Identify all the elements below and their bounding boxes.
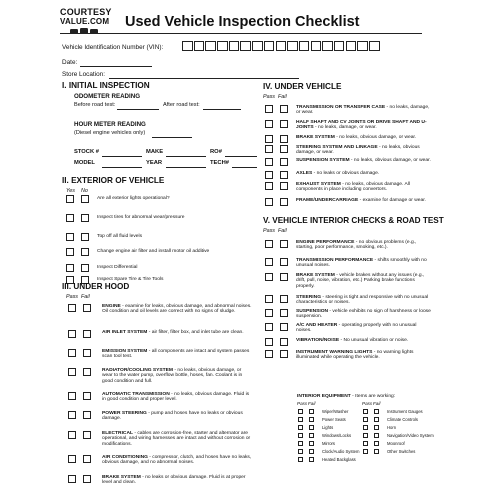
- stock-field[interactable]: [102, 156, 142, 157]
- interior-item-1: [296, 258, 433, 269]
- interior-fail-checkbox-6[interactable]: [280, 338, 288, 346]
- exterior-pass-checkbox-4[interactable]: [66, 264, 74, 272]
- interior-item-name: STEERING: [296, 295, 322, 300]
- hood-pass-checkbox-2[interactable]: [68, 349, 76, 357]
- under-vehicle-pass-fail-header: Pass Fail: [263, 94, 287, 100]
- equipment-col2-item-2: Horn: [387, 425, 397, 430]
- interior-fail-checkbox-4[interactable]: [280, 309, 288, 317]
- exterior-item-1: Inspect tires for abnormal wear/pressure: [97, 215, 185, 220]
- hood-item-name: EMISSION SYSTEM: [102, 349, 148, 354]
- interior-item-name: SUSPENSION: [296, 309, 329, 314]
- interior-item-desc: - operating properly with no unusual noises.: [296, 323, 417, 334]
- under-item-0: [296, 105, 433, 116]
- interior-item-desc: - No unusual vibration or noise.: [339, 338, 409, 343]
- exterior-pass-checkbox-0[interactable]: [66, 195, 74, 203]
- hood-pass-checkbox-7[interactable]: [68, 455, 76, 463]
- tech-label: TECH#: [210, 160, 230, 166]
- under-fail-checkbox-7[interactable]: [280, 198, 288, 206]
- logo-line-2: VALUE.COM: [60, 17, 110, 26]
- under-item-desc: - no leaks, obvious damage, or wear.: [334, 135, 417, 140]
- interior-item-desc: - vehicle exhibits no sign of harshness or loose suspension.: [296, 309, 431, 320]
- under-item-name: AXLES: [296, 171, 313, 176]
- under-pass-checkbox-7[interactable]: [265, 198, 273, 206]
- equipment-col2-item-1: Climate Controls: [387, 417, 418, 422]
- hood-item-0: [102, 304, 252, 315]
- hood-item-1: [102, 330, 252, 335]
- under-fail-checkbox-6[interactable]: [280, 182, 288, 190]
- equipment-col1-pass-checkbox-6[interactable]: [298, 457, 303, 462]
- under-fail-checkbox-2[interactable]: [280, 135, 288, 143]
- hood-fail-checkbox-2[interactable]: [83, 349, 91, 357]
- under-pass-checkbox-0[interactable]: [265, 105, 273, 113]
- equipment-col1-item-2: Lights: [322, 425, 334, 430]
- interior-equipment-label: INTERIOR EQUIPMENT - Items are working:: [297, 394, 396, 399]
- date-label: Date:: [62, 59, 78, 66]
- interior-fail-checkbox-0[interactable]: [280, 240, 288, 248]
- equipment-col2-fail-checkbox-3[interactable]: [374, 433, 379, 438]
- equipment-col1-item-5: Clock/Audio System: [322, 449, 360, 454]
- interior-pass-checkbox-6[interactable]: [265, 338, 273, 346]
- hood-pass-checkbox-3[interactable]: [68, 368, 76, 376]
- interior-item-desc: - vehicle brakes without any issues (e.g., drift, pull, noise, vibration, etc.) Parking brake functions properly.: [296, 273, 425, 289]
- tech-field[interactable]: [232, 167, 257, 168]
- model-field[interactable]: [102, 167, 142, 168]
- equipment-col1-item-4: Mirrors: [322, 441, 336, 446]
- hood-fail-checkbox-7[interactable]: [83, 455, 91, 463]
- under-item-desc: - no leaks, obvious damage. All components in place including convertors.: [296, 182, 410, 193]
- interior-item-name: BRAKE SYSTEM: [296, 273, 335, 278]
- hood-item-name: AIR INLET SYSTEM: [102, 330, 148, 335]
- equipment-col2-pass-checkbox-2[interactable]: [363, 425, 368, 430]
- before-road-test-label: Before road test:: [74, 102, 116, 108]
- equipment-col1-pass-checkbox-2[interactable]: [298, 425, 303, 430]
- hood-item-desc: - all components are intact and system passes scan tool test.: [102, 349, 250, 360]
- logo-line-1: COURTESY: [60, 7, 112, 17]
- equipment-col1-fail-checkbox-4[interactable]: [309, 441, 314, 446]
- hood-item-desc: - pump and hoses have no leaks or obvious damage.: [102, 411, 243, 422]
- interior-fail-checkbox-2[interactable]: [280, 273, 288, 281]
- equipment-col1-pass-checkbox-1[interactable]: [298, 417, 303, 422]
- under-item-2: [296, 135, 433, 140]
- exterior-pass-checkbox-3[interactable]: [66, 248, 74, 256]
- vin-input-boxes[interactable]: [182, 41, 381, 51]
- hood-item-4: [102, 392, 252, 403]
- interior-item-3: [296, 295, 433, 306]
- exterior-item-2: Top off all fluid levels: [97, 234, 143, 239]
- under-item-name: EXHAUST SYSTEM: [296, 182, 341, 187]
- equipment-col1-fail-checkbox-2[interactable]: [309, 425, 314, 430]
- equipment-col2-pass-checkbox-1[interactable]: [363, 417, 368, 422]
- under-item-7: [296, 198, 433, 203]
- hood-item-2: [102, 349, 252, 360]
- document-title: Used Vehicle Inspection Checklist: [125, 14, 360, 30]
- interior-item-4: [296, 309, 433, 320]
- equipment-col1-item-0: Wiper/Washer: [322, 409, 349, 414]
- hood-item-8: [102, 475, 252, 486]
- equipment-col1-pass-checkbox-3[interactable]: [298, 433, 303, 438]
- hour-meter-note: (Diesel engine vehicles only): [74, 130, 146, 136]
- equipment-col1-pass-checkbox-4[interactable]: [298, 441, 303, 446]
- equipment-col2-pass-fail: PassFail: [362, 401, 381, 406]
- exterior-item-4: Inspect Differential: [97, 265, 138, 270]
- under-item-desc: - no leaks, obvious damage, or wear.: [349, 158, 431, 163]
- hood-fail-checkbox-6[interactable]: [83, 431, 91, 439]
- interior-item-name: TRANSMISSION PERFORMANCE: [296, 258, 374, 263]
- exterior-fail-checkbox-3[interactable]: [81, 248, 89, 256]
- interior-pass-checkbox-4[interactable]: [265, 309, 273, 317]
- equipment-col1-fail-checkbox-3[interactable]: [309, 433, 314, 438]
- stock-label: STOCK #: [74, 149, 100, 155]
- interior-item-7: [296, 350, 433, 361]
- under-pass-checkbox-2[interactable]: [265, 135, 273, 143]
- exterior-fail-checkbox-1[interactable]: [81, 214, 89, 222]
- interior-fail-checkbox-7[interactable]: [280, 350, 288, 358]
- hood-item-desc: - no leaks, obvious damage, or wear to the water pump, overflow bottle, hoses, fan. Coolant is in good condition and full.: [102, 368, 243, 384]
- equipment-col1-fail-checkbox-6[interactable]: [309, 457, 314, 462]
- hood-item-desc: - examine for leaks, obvious damage, and abnormal noises. Oil condition and oil levels are correct with no signs of sludge.: [102, 304, 252, 315]
- interior-fail-checkbox-5[interactable]: [280, 323, 288, 331]
- date-field[interactable]: [80, 66, 152, 67]
- hood-fail-checkbox-1[interactable]: [83, 330, 91, 338]
- interior-item-2: [296, 273, 433, 289]
- ro-field[interactable]: [225, 156, 257, 157]
- courtesy-value-logo: [60, 8, 114, 36]
- equipment-col1-pass-fail: PassFail: [297, 401, 316, 406]
- equipment-col1-item-1: Power Seats: [322, 417, 346, 422]
- initial-inspection-heading: I. INITIAL INSPECTION: [62, 81, 150, 90]
- hood-item-name: RADIATOR/COOLING SYSTEM: [102, 368, 174, 373]
- store-location-label: Store Location:: [62, 71, 105, 78]
- under-item-5: [296, 171, 433, 176]
- hood-item-3: [102, 368, 252, 384]
- under-item-3: [296, 145, 433, 156]
- equipment-col1-pass-checkbox-5[interactable]: [298, 449, 303, 454]
- make-field[interactable]: [166, 156, 206, 157]
- hood-fail-checkbox-8[interactable]: [83, 475, 91, 483]
- under-vehicle-heading: IV. UNDER VEHICLE: [263, 82, 342, 91]
- interior-item-5: [296, 323, 433, 334]
- before-road-test-field[interactable]: [117, 109, 159, 110]
- equipment-col2-item-3: Navigation/Video System: [387, 433, 434, 438]
- under-pass-checkbox-4[interactable]: [265, 158, 273, 166]
- equipment-col1-fail-checkbox-0[interactable]: [309, 409, 314, 414]
- hour-meter-field[interactable]: [152, 137, 192, 138]
- under-pass-checkbox-1[interactable]: [265, 120, 273, 128]
- exterior-fail-checkbox-4[interactable]: [81, 264, 89, 272]
- exterior-pass-checkbox-1[interactable]: [66, 214, 74, 222]
- equipment-col2-pass-checkbox-5[interactable]: [363, 449, 368, 454]
- interior-item-desc: - shifts smoothly with no unusual noises.: [296, 258, 427, 269]
- odometer-heading: ODOMETER READING: [74, 93, 141, 100]
- interior-item-desc: - no obvious problems (e.g., starting, poor performance, smoking, etc.).: [296, 240, 417, 251]
- store-location-field[interactable]: [109, 78, 299, 79]
- under-item-desc: - no leaks, damage, or wear.: [296, 105, 430, 116]
- under-pass-checkbox-3[interactable]: [265, 145, 273, 153]
- under-item-name: SUSPENSION SYSTEM: [296, 158, 350, 163]
- under-hood-pass-fail-header: Pass Fail: [66, 294, 90, 300]
- interior-item-desc: - no warning lights illuminated while operating the vehicle.: [296, 350, 414, 361]
- year-label: YEAR: [146, 160, 163, 166]
- interior-fail-checkbox-1[interactable]: [280, 258, 288, 266]
- year-field[interactable]: [166, 167, 206, 168]
- inspection-checklist-page: [60, 7, 444, 498]
- interior-pass-checkbox-1[interactable]: [265, 258, 273, 266]
- model-label: MODEL: [74, 160, 95, 166]
- interior-pass-checkbox-5[interactable]: [265, 323, 273, 331]
- under-item-name: HALF SHAFT AND CV JOINTS OR DRIVE SHAFT AND U-JOINTS: [296, 120, 427, 131]
- hood-pass-checkbox-6[interactable]: [68, 431, 76, 439]
- equipment-col2-fail-checkbox-1[interactable]: [374, 417, 379, 422]
- under-item-desc: - no leaks or obvious damage.: [312, 171, 380, 176]
- under-item-name: TRANSMISSION OR TRANSFER CASE: [296, 105, 386, 110]
- interior-pass-checkbox-2[interactable]: [265, 273, 273, 281]
- under-item-desc: - no leaks, obvious damage, or wear.: [296, 145, 420, 156]
- hood-pass-checkbox-4[interactable]: [68, 392, 76, 400]
- hood-item-6: [102, 431, 252, 447]
- hood-item-name: BRAKE SYSTEM: [102, 475, 141, 480]
- make-label: MAKE: [146, 149, 164, 155]
- hour-meter-heading: HOUR METER READING: [74, 121, 146, 128]
- under-item-desc: - examine for damage or wear.: [358, 198, 426, 203]
- exterior-pass-checkbox-2[interactable]: [66, 233, 74, 241]
- interior-pass-checkbox-3[interactable]: [265, 295, 273, 303]
- equipment-col2-item-4: Moonroof: [387, 441, 405, 446]
- under-item-6: [296, 182, 433, 193]
- hood-item-desc: - compressor, clutch, and hoses have no leaks, obvious damage, and no abnormal noises.: [102, 455, 252, 466]
- ro-label: RO#: [210, 149, 222, 155]
- equipment-col2-pass-checkbox-3[interactable]: [363, 433, 368, 438]
- hood-item-desc: - air filter, filter box, and inlet tube are clean.: [147, 330, 244, 335]
- hood-pass-checkbox-0[interactable]: [68, 304, 76, 312]
- hood-pass-checkbox-5[interactable]: [68, 411, 76, 419]
- interior-pass-fail-header: Pass Fail: [263, 228, 287, 234]
- exterior-item-5: Inspect Spare Tire & Tire Tools: [97, 277, 164, 282]
- hood-item-name: ENGINE: [102, 304, 121, 309]
- equipment-col1-item-3: Windows/Locks: [322, 433, 352, 438]
- equipment-col2-pass-checkbox-0[interactable]: [363, 409, 368, 414]
- after-road-test-field[interactable]: [203, 109, 241, 110]
- exterior-item-0: Are all exterior lights operational?: [97, 196, 170, 201]
- under-fail-checkbox-1[interactable]: [280, 120, 288, 128]
- exterior-fail-checkbox-0[interactable]: [81, 195, 89, 203]
- under-pass-checkbox-5[interactable]: [265, 171, 273, 179]
- under-hood-heading: III. UNDER HOOD: [62, 282, 130, 291]
- interior-road-test-heading: V. VEHICLE INTERIOR CHECKS & ROAD TEST: [263, 216, 444, 225]
- equipment-col1-fail-checkbox-5[interactable]: [309, 449, 314, 454]
- interior-item-desc: - steering is tight and responsive with no unusual characteristics or noises.: [296, 295, 429, 306]
- equipment-col1-item-6: Heated Backglass: [322, 457, 356, 462]
- equipment-col2-item-5: Other Switches: [387, 449, 416, 454]
- under-item-name: BRAKE SYSTEM: [296, 135, 335, 140]
- hood-item-7: [102, 455, 252, 466]
- interior-fail-checkbox-3[interactable]: [280, 295, 288, 303]
- under-fail-checkbox-0[interactable]: [280, 105, 288, 113]
- interior-pass-checkbox-0[interactable]: [265, 240, 273, 248]
- equipment-col2-pass-checkbox-4[interactable]: [363, 441, 368, 446]
- hood-item-name: ELECTRICAL: [102, 431, 133, 436]
- interior-item-name: ENGINE PERFORMANCE: [296, 240, 355, 245]
- hood-fail-checkbox-3[interactable]: [83, 368, 91, 376]
- hood-item-5: [102, 411, 252, 422]
- hood-fail-checkbox-0[interactable]: [83, 304, 91, 312]
- under-pass-checkbox-6[interactable]: [265, 182, 273, 190]
- interior-item-name: A/C AND HEATER: [296, 323, 338, 328]
- hood-fail-checkbox-5[interactable]: [83, 411, 91, 419]
- under-item-1: [296, 120, 433, 131]
- equipment-col1-fail-checkbox-1[interactable]: [309, 417, 314, 422]
- under-item-name: STEERING SYSTEM AND LINKAGE: [296, 145, 378, 150]
- interior-item-name: INSTRUMENT WARNING LIGHTS: [296, 350, 373, 355]
- after-road-test-label: After road test:: [163, 102, 200, 108]
- hood-item-desc: - cables are corrosion-free, starter and alternator are operational, and wiring harnesses are intact and without corrosion or modifications.: [102, 431, 251, 447]
- hood-item-name: AUTOMATIC TRANSMISSION: [102, 392, 170, 397]
- equipment-col2-item-0: Instrument Gauges: [387, 409, 423, 414]
- under-fail-checkbox-4[interactable]: [280, 158, 288, 166]
- under-fail-checkbox-5[interactable]: [280, 171, 288, 179]
- under-item-desc: - no leaks, damage, or wear.: [313, 125, 377, 131]
- equipment-col2-fail-checkbox-4[interactable]: [374, 441, 379, 446]
- hood-item-desc: - no leaks, obvious damage. Fluid is in good condition and proper level.: [102, 392, 250, 403]
- exterior-fail-checkbox-2[interactable]: [81, 233, 89, 241]
- exterior-yes-no-header: Yes No: [66, 188, 88, 194]
- hood-item-name: AIR CONDITIONING: [102, 455, 148, 460]
- vin-label: Vehicle Identification Number (VIN):: [62, 44, 164, 51]
- interior-item-name: VIBRATION/NOISE: [296, 338, 340, 343]
- hood-item-desc: - no leaks or obvious damage. Fluid is at proper level and clean.: [102, 475, 246, 486]
- exterior-heading: II. EXTERIOR OF VEHICLE: [62, 176, 165, 185]
- interior-item-6: [296, 338, 433, 343]
- title-rule: [60, 33, 422, 34]
- hood-pass-checkbox-1[interactable]: [68, 330, 76, 338]
- hood-pass-checkbox-8[interactable]: [68, 475, 76, 483]
- equipment-col2-fail-checkbox-2[interactable]: [374, 425, 379, 430]
- interior-item-0: [296, 240, 433, 251]
- under-item-name: FRAME/UNDERCARRIAGE: [296, 198, 359, 203]
- interior-pass-checkbox-7[interactable]: [265, 350, 273, 358]
- under-item-4: [296, 158, 433, 163]
- exterior-item-3: Change engine air filter and install motor oil additive: [97, 249, 210, 254]
- under-fail-checkbox-3[interactable]: [280, 145, 288, 153]
- hood-fail-checkbox-4[interactable]: [83, 392, 91, 400]
- equipment-col2-fail-checkbox-5[interactable]: [374, 449, 379, 454]
- equipment-col2-fail-checkbox-0[interactable]: [374, 409, 379, 414]
- hood-item-name: POWER STEERING: [102, 411, 147, 416]
- equipment-col1-pass-checkbox-0[interactable]: [298, 409, 303, 414]
